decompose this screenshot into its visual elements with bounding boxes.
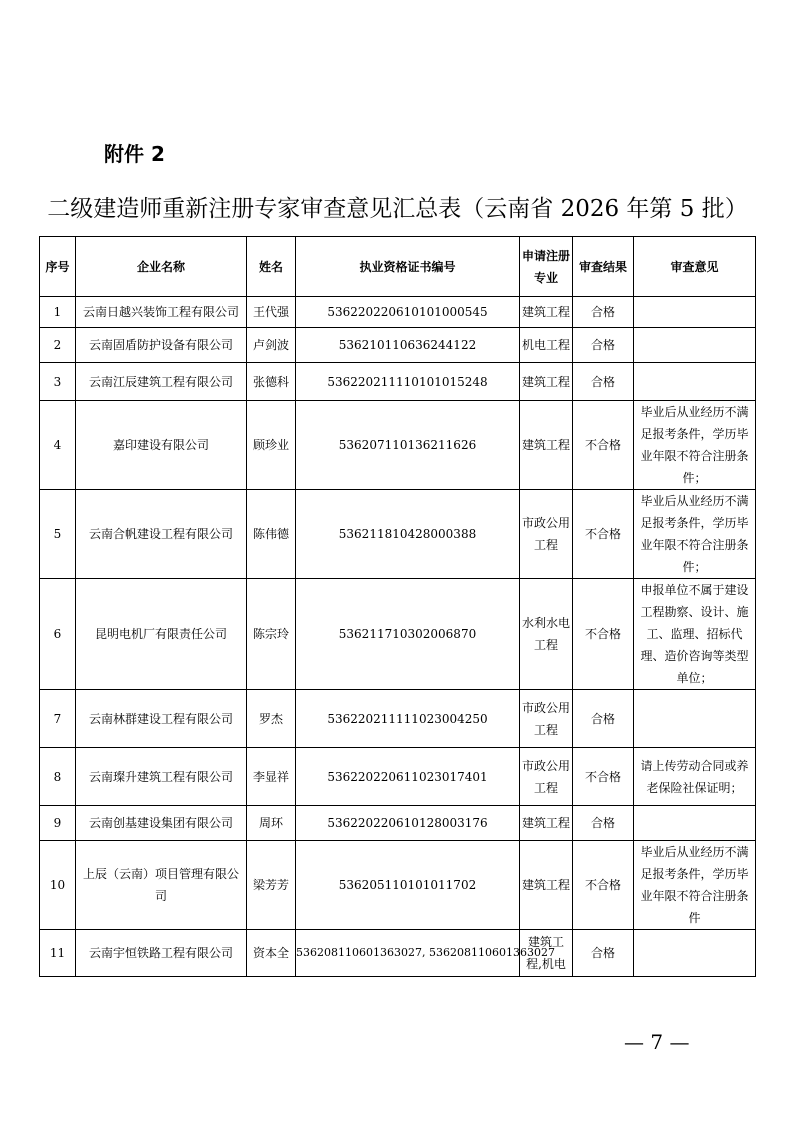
table-row [40, 297, 756, 328]
cell-name: 梁芳芳 [247, 841, 296, 930]
header-result: 审查结果 [573, 237, 634, 297]
cell-major: 建筑工程 [520, 401, 573, 490]
cell-cert: 536220211110101015248 [296, 363, 520, 401]
cell-major: 建筑工程 [520, 363, 573, 401]
cell-major: 市政公用工程 [520, 748, 573, 806]
table-row [40, 490, 756, 579]
cell-company: 云南创基建设集团有限公司 [76, 806, 247, 841]
cell-opinion [634, 297, 756, 328]
cell-result: 合格 [573, 806, 634, 841]
table-row [40, 579, 756, 690]
cell-no: 2 [40, 328, 76, 363]
table-row [40, 328, 756, 363]
header-cert: 执业资格证书编号 [296, 237, 520, 297]
cell-major: 建筑工程 [520, 841, 573, 930]
cell-result: 不合格 [573, 748, 634, 806]
cell-name: 陈伟德 [247, 490, 296, 579]
cell-cert: 536220220611023017401 [296, 748, 520, 806]
review-summary-table [39, 236, 756, 977]
cell-result: 不合格 [573, 841, 634, 930]
cell-name: 罗杰 [247, 690, 296, 748]
table-row [40, 363, 756, 401]
cell-major: 市政公用工程 [520, 490, 573, 579]
cell-cert: 536205110101011702 [296, 841, 520, 930]
cell-result: 合格 [573, 328, 634, 363]
cell-result: 不合格 [573, 490, 634, 579]
cell-no: 9 [40, 806, 76, 841]
cell-name: 顾珍业 [247, 401, 296, 490]
page-number: — 7 — [624, 1030, 690, 1054]
cell-opinion: 申报单位不属于建设工程勘察、设计、施工、监理、招标代理、造价咨询等类型单位； [634, 579, 756, 690]
cell-opinion: 毕业后从业经历不满足报考条件，学历毕业年限不符合注册条件 [634, 841, 756, 930]
cell-cert: 536211810428000388 [296, 490, 520, 579]
cell-no: 6 [40, 579, 76, 690]
cell-result: 不合格 [573, 401, 634, 490]
cell-no: 1 [40, 297, 76, 328]
cell-opinion [634, 930, 756, 977]
cell-opinion: 毕业后从业经历不满足报考条件，学历毕业年限不符合注册条件； [634, 490, 756, 579]
header-name: 姓名 [247, 237, 296, 297]
cell-no: 5 [40, 490, 76, 579]
cell-cert: 536220211111023004250 [296, 690, 520, 748]
cell-opinion [634, 690, 756, 748]
document-title: 二级建造师重新注册专家审查意见汇总表（云南省 2026 年第 5 批） [47, 196, 748, 222]
cell-company: 云南合帆建设工程有限公司 [76, 490, 247, 579]
header-opinion: 审查意见 [634, 237, 756, 297]
table-row [40, 806, 756, 841]
cell-company: 昆明电机厂有限责任公司 [76, 579, 247, 690]
cell-name: 张德科 [247, 363, 296, 401]
header-company: 企业名称 [76, 237, 247, 297]
cell-cert: 536211710302006870 [296, 579, 520, 690]
header-no: 序号 [40, 237, 76, 297]
cell-no: 4 [40, 401, 76, 490]
cell-company: 云南日越兴装饰工程有限公司 [76, 297, 247, 328]
table-row [40, 401, 756, 490]
cell-result: 合格 [573, 297, 634, 328]
cell-major: 市政公用工程 [520, 690, 573, 748]
cell-opinion [634, 328, 756, 363]
cell-no: 10 [40, 841, 76, 930]
table-header-row [40, 237, 756, 297]
cell-company: 云南璨升建筑工程有限公司 [76, 748, 247, 806]
cell-company: 上辰（云南）项目管理有限公司 [76, 841, 247, 930]
cell-company: 云南江辰建筑工程有限公司 [76, 363, 247, 401]
table-row [40, 690, 756, 748]
cell-no: 8 [40, 748, 76, 806]
attachment-label: 附件 2 [104, 142, 165, 166]
cell-name: 资本全 [247, 930, 296, 977]
table-row [40, 930, 756, 977]
cell-major: 建筑工程 [520, 806, 573, 841]
cell-no: 3 [40, 363, 76, 401]
cell-opinion: 请上传劳动合同或养老保险社保证明； [634, 748, 756, 806]
cell-major: 建筑工程,机电 [520, 930, 573, 977]
cell-opinion [634, 363, 756, 401]
cell-major: 机电工程 [520, 328, 573, 363]
table-row [40, 841, 756, 930]
cell-cert: 536220220610101000545 [296, 297, 520, 328]
cell-opinion: 毕业后从业经历不满足报考条件，学历毕业年限不符合注册条件； [634, 401, 756, 490]
cell-cert: 536210110636244122 [296, 328, 520, 363]
cell-cert: 536220220610128003176 [296, 806, 520, 841]
cell-company: 云南林群建设工程有限公司 [76, 690, 247, 748]
cell-opinion [634, 806, 756, 841]
cell-result: 不合格 [573, 579, 634, 690]
cell-company: 嘉印建设有限公司 [76, 401, 247, 490]
cell-major: 建筑工程 [520, 297, 573, 328]
cell-cert: 536207110136211626 [296, 401, 520, 490]
cell-name: 王代强 [247, 297, 296, 328]
cell-company: 云南宇恒铁路工程有限公司 [76, 930, 247, 977]
cell-result: 合格 [573, 930, 634, 977]
cell-result: 合格 [573, 690, 634, 748]
table-row [40, 748, 756, 806]
cell-no: 7 [40, 690, 76, 748]
cell-name: 卢剑波 [247, 328, 296, 363]
header-major: 申请注册专业 [520, 237, 573, 297]
cell-name: 李显祥 [247, 748, 296, 806]
cell-major: 水利水电工程 [520, 579, 573, 690]
cell-name: 周环 [247, 806, 296, 841]
cell-name: 陈宗玲 [247, 579, 296, 690]
cell-no: 11 [40, 930, 76, 977]
cell-cert: 536208110601363027, 536208110601363027 [296, 930, 520, 977]
cell-result: 合格 [573, 363, 634, 401]
cell-company: 云南固盾防护设备有限公司 [76, 328, 247, 363]
